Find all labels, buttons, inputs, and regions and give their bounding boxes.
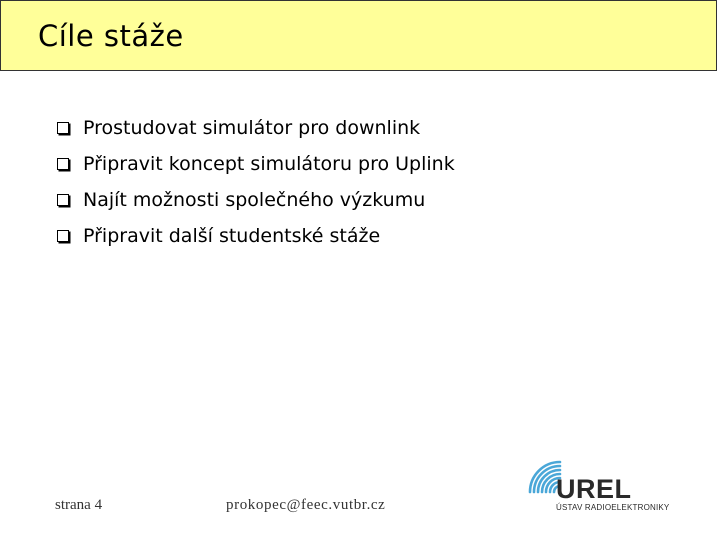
bullet-item xyxy=(57,182,455,218)
logo-subtitle: ÚSTAV RADIOELEKTRONIKY xyxy=(556,503,670,512)
logo-name-last-letter: L xyxy=(614,474,632,504)
page-number: strana 4 xyxy=(55,497,103,513)
bullet-text: Najít možnosti společného výzkumu xyxy=(83,189,426,211)
checkbox-bullet-icon xyxy=(57,194,69,206)
bullet-item xyxy=(57,218,455,254)
checkbox-bullet-icon xyxy=(57,158,69,170)
bullet-text: Připravit další studentské stáže xyxy=(83,225,381,247)
bullet-item xyxy=(57,110,455,146)
checkbox-bullet-icon xyxy=(57,122,69,134)
logo-wordmark xyxy=(556,474,632,505)
logo-name: URE xyxy=(556,474,615,504)
urel-logo xyxy=(524,448,674,518)
slide-title: Cíle stáže xyxy=(38,19,184,53)
bullet-text: Připravit koncept simulátoru pro Uplink xyxy=(83,153,455,175)
bullet-item xyxy=(57,146,455,182)
footer-email: prokopec@feec.vutbr.cz xyxy=(226,497,386,513)
bullet-list xyxy=(57,110,455,254)
checkbox-bullet-icon xyxy=(57,230,69,242)
bullet-text: Prostudovat simulátor pro downlink xyxy=(83,117,421,139)
title-bar xyxy=(0,0,717,71)
